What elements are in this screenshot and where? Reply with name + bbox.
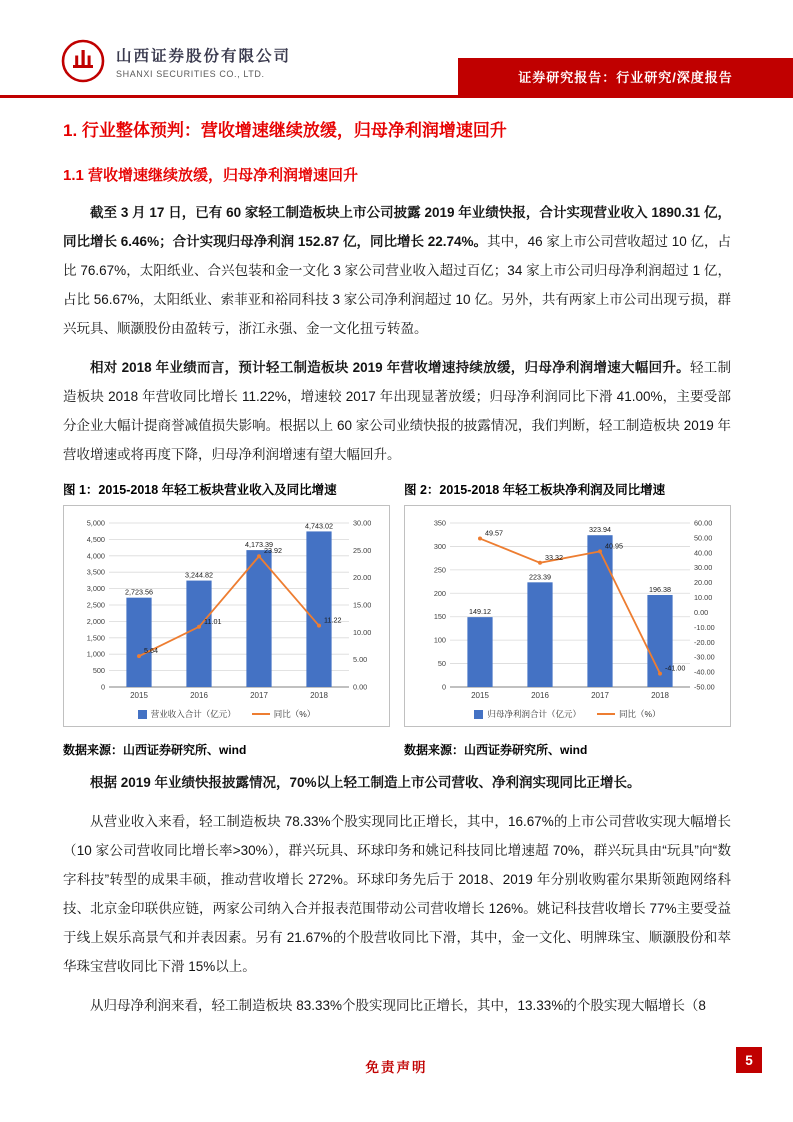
figure-1-legend xyxy=(66,707,387,723)
subsection-heading: 1.1 营收增速继续放缓，归母净利润增速回升 xyxy=(63,167,359,184)
bar-series-label: 归母净利润合计（亿元） xyxy=(487,709,581,719)
figure-2-source: 数据来源：山西证券研究所、wind xyxy=(404,743,588,757)
svg-text:2,723.56: 2,723.56 xyxy=(124,587,153,597)
svg-text:40.00: 40.00 xyxy=(693,548,712,558)
svg-text:2018: 2018 xyxy=(309,691,328,700)
svg-text:30.00: 30.00 xyxy=(693,563,712,573)
company-name-cn: 山西证券股份有限公司 xyxy=(116,47,292,65)
svg-text:-50.00: -50.00 xyxy=(693,682,715,692)
svg-text:350: 350 xyxy=(433,518,446,528)
svg-text:500: 500 xyxy=(92,666,105,676)
disclaimer-link[interactable]: 免责声明 xyxy=(365,1060,428,1075)
svg-text:2016: 2016 xyxy=(189,691,208,700)
paragraph-3 xyxy=(63,768,731,797)
svg-text:10.00: 10.00 xyxy=(693,593,712,603)
svg-text:11.01: 11.01 xyxy=(203,616,221,626)
svg-text:1,000: 1,000 xyxy=(86,649,105,659)
paragraph-1 xyxy=(63,198,731,343)
svg-text:149.12: 149.12 xyxy=(468,607,491,617)
figure-2-chart-canvas xyxy=(408,509,728,707)
svg-text:100: 100 xyxy=(433,635,446,645)
paragraph-2-bold: 相对 2018 年业绩而言，预计轻工制造板块 2019 年营收增速持续放缓，归母净利润增速大幅回升。 xyxy=(90,360,690,375)
svg-text:0: 0 xyxy=(441,682,446,692)
bar-series-swatch-icon xyxy=(138,710,147,719)
paragraph-3-bold: 根据 2019 年业绩快报披露情况，70%以上轻工制造上市公司营收、净利润实现同比正增长。 xyxy=(90,775,641,790)
svg-text:200: 200 xyxy=(433,588,446,598)
svg-text:196.38: 196.38 xyxy=(648,584,671,594)
svg-text:-40.00: -40.00 xyxy=(693,667,715,677)
figure-1-legend-line xyxy=(252,708,316,720)
line-series-swatch-icon xyxy=(252,713,270,715)
brand-text xyxy=(116,44,291,79)
svg-text:223.39: 223.39 xyxy=(528,572,551,582)
svg-text:300: 300 xyxy=(433,541,446,551)
svg-text:40.95: 40.95 xyxy=(604,541,623,551)
svg-text:23.92: 23.92 xyxy=(263,546,282,556)
paragraph-5-text: 从归母净利润来看，轻工制造板块 83.33%个股实现同比正增长，其中，13.33%的个股实现大幅增长（8 xyxy=(90,998,706,1013)
svg-text:33.32: 33.32 xyxy=(544,552,563,562)
svg-text:3,500: 3,500 xyxy=(86,567,105,577)
figure-2-title: 图 2：2015-2018 年轻工板块净利润及同比增速 xyxy=(404,483,666,497)
svg-text:30.00: 30.00 xyxy=(352,518,371,528)
svg-text:49.57: 49.57 xyxy=(484,528,503,538)
figure-1-source: 数据来源：山西证券研究所、wind xyxy=(63,743,247,757)
svg-text:5.00: 5.00 xyxy=(352,655,367,665)
figure-2-legend-bar xyxy=(474,708,581,720)
report-type-banner: 证券研究报告：行业研究/深度报告 xyxy=(458,58,793,95)
figure-2-legend xyxy=(407,707,728,723)
figure-1-legend-bar xyxy=(138,708,236,720)
section-heading: 1. 行业整体预判：营收增速继续放缓，归母净利润增速回升 xyxy=(63,121,507,140)
svg-text:0.00: 0.00 xyxy=(693,607,708,617)
svg-text:150: 150 xyxy=(433,612,446,622)
company-name-en: SHANXI SECURITIES CO., LTD. xyxy=(116,68,265,79)
figure-1-chart-canvas xyxy=(67,509,387,707)
svg-text:4,000: 4,000 xyxy=(86,551,105,561)
svg-text:2,500: 2,500 xyxy=(86,600,105,610)
svg-text:20.00: 20.00 xyxy=(693,578,712,588)
paragraph-1-bold: 截至 3 月 17 日，已有 60 家轻工制造板块上市公司披露 2019 年业绩快报，合计实现营业收入 1890.31 亿，同比增长 6.46%；合计实现归母净利润 152.87 亿，同比增长 22.74%。 xyxy=(63,205,731,249)
svg-text:2015: 2015 xyxy=(470,691,489,700)
brand xyxy=(60,38,291,84)
svg-text:4,500: 4,500 xyxy=(86,534,105,544)
company-logo-icon xyxy=(60,38,106,84)
svg-text:-41.00: -41.00 xyxy=(664,663,685,673)
svg-text:4,173.39: 4,173.39 xyxy=(244,540,273,550)
svg-text:10.00: 10.00 xyxy=(352,627,371,637)
svg-text:0.00: 0.00 xyxy=(352,682,367,692)
svg-text:4,743.02: 4,743.02 xyxy=(304,521,333,531)
paragraph-4-text: 从营业收入来看，轻工制造板块 78.33%个股实现同比正增长，其中，16.67%的上市公司营收实现大幅增长（10 家公司营收同比增长率>30%），群兴玩具、环球印务和姚记科技同比增速超 70%，群兴玩具由“玩具”向“数字科技”转型的成果丰硕，推动营收增长 272%。环球印务先后于 2018、2019 年分别收购霍尔果斯领跑网络科技、北京金印联供应链，两家公司纳入合并报表范围带动公司营收增长 126%。姚记科技营收增长 77%主要受益于线上娱乐高景气和并表因素。另有 21.67%的个股营收同比下滑，其中，金一文化、明牌珠宝、顺灏股份和萃华珠宝营收同比下滑 15%以上。 xyxy=(63,814,731,974)
svg-text:11.22: 11.22 xyxy=(323,615,341,625)
header-divider xyxy=(0,95,793,98)
svg-text:3,244.82: 3,244.82 xyxy=(184,570,213,580)
svg-text:-10.00: -10.00 xyxy=(693,622,715,632)
paragraph-4 xyxy=(63,807,731,981)
paragraph-2-rest: 轻工制造板块 2018 年营收同比增长 11.22%，增速较 2017 年出现显著放缓；归母净利润同比下滑 41.00%，主要受部分企业大幅计提商誉减值损失影响。根据以上 60 家公司业绩快报的披露情况，我们判断，轻工制造板块 2019 年营收增速或将再度下降，归母净利润增速有望大幅回升。 xyxy=(63,360,732,462)
line-series-label: 同比（%） xyxy=(273,709,316,719)
svg-text:2017: 2017 xyxy=(249,691,268,700)
svg-text:-30.00: -30.00 xyxy=(693,652,715,662)
page-number-badge: 5 xyxy=(736,1047,762,1073)
paragraph-2 xyxy=(63,353,731,469)
svg-text:0: 0 xyxy=(100,682,105,692)
figure-2-chart-box xyxy=(404,505,731,727)
paragraph-5 xyxy=(63,991,731,1020)
svg-text:50.00: 50.00 xyxy=(693,533,712,543)
report-body xyxy=(63,108,731,1020)
figure-2-legend-line xyxy=(597,708,661,720)
svg-text:3,000: 3,000 xyxy=(86,584,105,594)
svg-text:15.00: 15.00 xyxy=(352,600,371,610)
svg-text:5,000: 5,000 xyxy=(86,518,105,528)
paragraph-1-rest: 其中，46 家上市公司营收超过 10 亿，占比 76.67%，太阳纸业、合兴包装和金一文化 3 家公司营业收入超过百亿；34 家上市公司归母净利润超过 1 亿，占比 56.67%，太阳纸业、索菲亚和裕同科技 3 家公司净利润超过 10 亿。另外，共有两家上市公司出现亏损，群兴玩具、顺灏股份由盈转亏，浙江永强、金一文化扭亏转盈。 xyxy=(63,234,731,336)
figure-1-title: 图 1：2015-2018 年轻工板块营业收入及同比增速 xyxy=(63,483,337,497)
figure-1 xyxy=(63,481,390,758)
charts-row xyxy=(63,481,731,758)
svg-text:1,500: 1,500 xyxy=(86,633,105,643)
svg-text:60.00: 60.00 xyxy=(693,518,712,528)
svg-text:20.00: 20.00 xyxy=(352,573,371,583)
line-series-swatch-icon xyxy=(597,713,615,715)
svg-text:25.00: 25.00 xyxy=(352,545,371,555)
figure-2 xyxy=(404,481,731,758)
svg-text:2018: 2018 xyxy=(650,691,669,700)
svg-text:250: 250 xyxy=(433,565,446,575)
figure-1-chart-box xyxy=(63,505,390,727)
svg-text:2016: 2016 xyxy=(530,691,549,700)
bar-series-label: 营业收入合计（亿元） xyxy=(150,709,236,719)
svg-text:50: 50 xyxy=(437,659,446,669)
svg-text:323.94: 323.94 xyxy=(588,525,611,535)
svg-text:2017: 2017 xyxy=(590,691,609,700)
svg-text:2015: 2015 xyxy=(129,691,148,700)
bar-series-swatch-icon xyxy=(474,710,483,719)
svg-text:2,000: 2,000 xyxy=(86,616,105,626)
line-series-label: 同比（%） xyxy=(618,709,661,719)
svg-text:5.64: 5.64 xyxy=(143,646,158,656)
svg-text:-20.00: -20.00 xyxy=(693,637,715,647)
